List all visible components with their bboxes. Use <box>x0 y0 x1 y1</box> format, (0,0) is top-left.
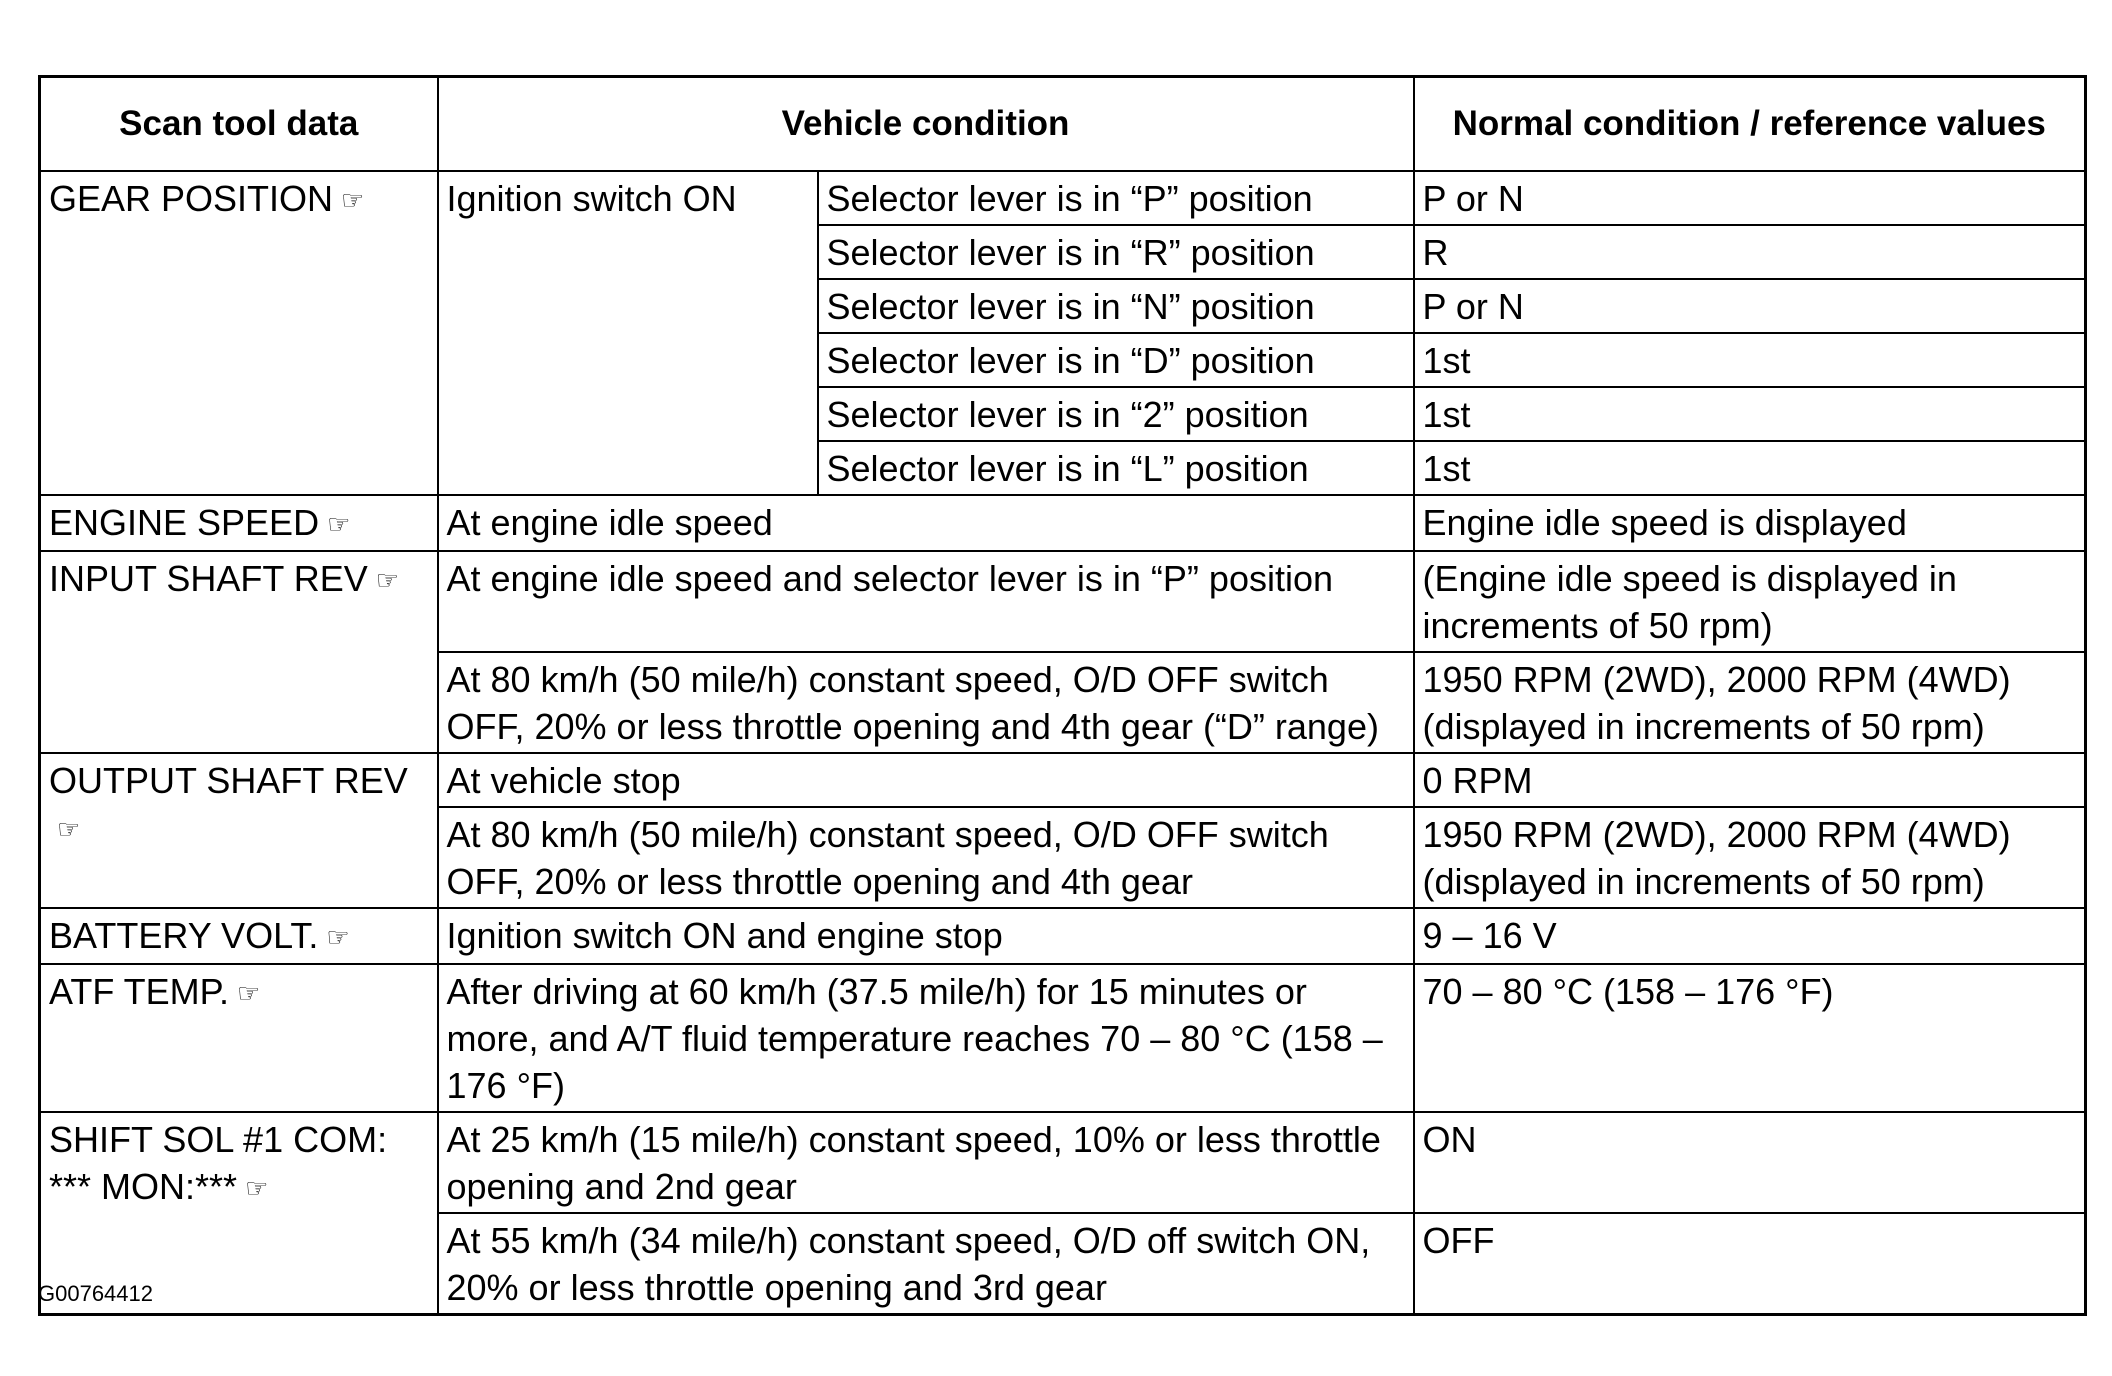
hand-pointing-icon: ☞ <box>245 1173 269 1203</box>
reference-value: Engine idle speed is displayed <box>1414 495 2086 551</box>
figure-id: G00764412 <box>38 1281 153 1306</box>
table-row <box>40 908 2086 964</box>
header-vehicle-condition: Vehicle condition <box>438 77 1414 172</box>
condition-cell: At engine idle speed and selector lever is in “P” position <box>438 551 1414 652</box>
reference-value: 1950 RPM (2WD), 2000 RPM (4WD) (displayed in increments of 50 rpm) <box>1414 807 2086 908</box>
row-label-gear-position: GEAR POSITION ☞ <box>40 171 438 495</box>
row-label-atf-temp: ATF TEMP. ☞ <box>40 964 438 1112</box>
sub-condition: Selector lever is in “P” position <box>818 171 1414 225</box>
row-label-output-shaft-rev: OUTPUT SHAFT REV☞ <box>40 753 438 908</box>
condition-ignition-switch-on: Ignition switch ON <box>438 171 818 495</box>
hand-pointing-icon: ☞ <box>237 978 261 1008</box>
reference-value: OFF <box>1414 1213 2086 1315</box>
reference-value: P or N <box>1414 171 2086 225</box>
condition-cell: Ignition switch ON and engine stop <box>438 908 1414 964</box>
hand-pointing-icon: ☞ <box>326 922 350 952</box>
sub-condition: Selector lever is in “L” position <box>818 441 1414 495</box>
reference-value: 1st <box>1414 441 2086 495</box>
table-row <box>40 1112 2086 1213</box>
reference-value: 0 RPM <box>1414 753 2086 807</box>
reference-value: 1st <box>1414 387 2086 441</box>
row-label-shift-sol-1: SHIFT SOL #1 COM: *** MON:*** ☞ <box>40 1112 438 1315</box>
scan-tool-data-document <box>38 75 2084 1316</box>
condition-cell: At 80 km/h (50 mile/h) constant speed, O/D OFF switch OFF, 20% or less throttle opening and 4th gear <box>438 807 1414 908</box>
table-row <box>40 171 2086 225</box>
condition-cell: At 80 km/h (50 mile/h) constant speed, O/D OFF switch OFF, 20% or less throttle opening and 4th gear (“D” range) <box>438 652 1414 753</box>
table-row <box>40 964 2086 1112</box>
hand-pointing-icon: ☞ <box>327 509 351 539</box>
condition-cell: At vehicle stop <box>438 753 1414 807</box>
condition-cell: At 25 km/h (15 mile/h) constant speed, 10% or less throttle opening and 2nd gear <box>438 1112 1414 1213</box>
sub-condition: Selector lever is in “R” position <box>818 225 1414 279</box>
condition-cell: After driving at 60 km/h (37.5 mile/h) for 15 minutes or more, and A/T fluid temperature reaches 70 – 80 °C (158 – 176 °F) <box>438 964 1414 1112</box>
header-normal-condition: Normal condition / reference values <box>1414 77 2086 172</box>
reference-value: ON <box>1414 1112 2086 1213</box>
hand-pointing-icon: ☞ <box>341 185 365 215</box>
condition-cell: At 55 km/h (34 mile/h) constant speed, O/D off switch ON, 20% or less throttle opening and 3rd gear <box>438 1213 1414 1315</box>
sub-condition: Selector lever is in “2” position <box>818 387 1414 441</box>
sub-condition: Selector lever is in “N” position <box>818 279 1414 333</box>
row-label-engine-speed: ENGINE SPEED ☞ <box>40 495 438 551</box>
reference-value: 9 – 16 V <box>1414 908 2086 964</box>
reference-value: R <box>1414 225 2086 279</box>
header-scan-tool-data: Scan tool data <box>40 77 438 172</box>
reference-value: 1st <box>1414 333 2086 387</box>
row-label-battery-volt: BATTERY VOLT. ☞ <box>40 908 438 964</box>
table-row <box>40 495 2086 551</box>
scan-tool-data-table <box>38 75 2087 1316</box>
row-label-input-shaft-rev: INPUT SHAFT REV ☞ <box>40 551 438 753</box>
table-row <box>40 551 2086 652</box>
sub-condition: Selector lever is in “D” position <box>818 333 1414 387</box>
condition-cell: At engine idle speed <box>438 495 1414 551</box>
reference-value: 70 – 80 °C (158 – 176 °F) <box>1414 964 2086 1112</box>
table-row <box>40 753 2086 807</box>
reference-value: (Engine idle speed is displayed in increments of 50 rpm) <box>1414 551 2086 652</box>
table-header-row <box>40 77 2086 172</box>
hand-pointing-icon: ☞ <box>57 814 81 844</box>
hand-pointing-icon: ☞ <box>375 565 400 595</box>
reference-value: P or N <box>1414 279 2086 333</box>
reference-value: 1950 RPM (2WD), 2000 RPM (4WD) (displayed in increments of 50 rpm) <box>1414 652 2086 753</box>
